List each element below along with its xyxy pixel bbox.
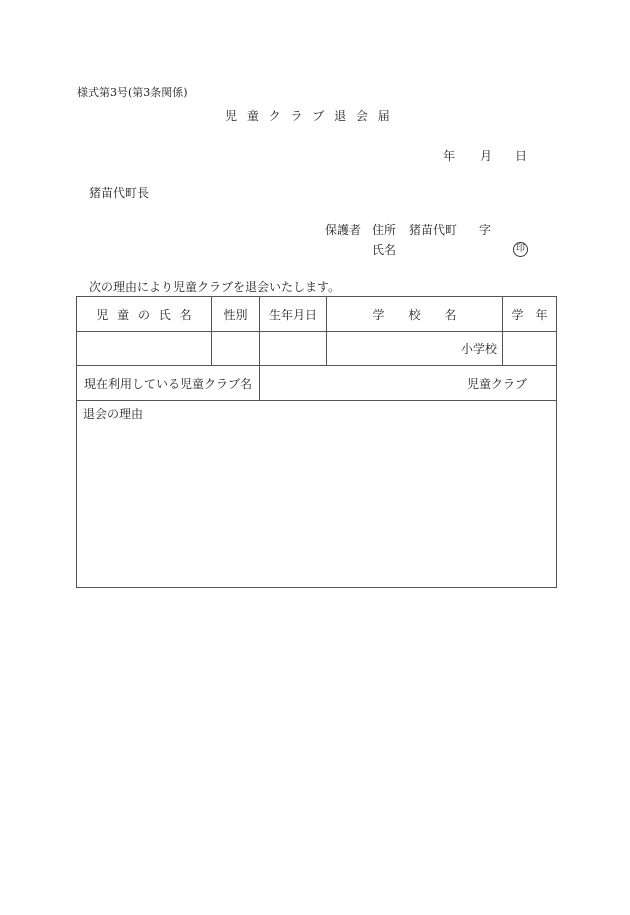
- child-name-field[interactable]: [77, 332, 211, 365]
- form-number: 様式第3号(第3条関係): [77, 86, 188, 99]
- grade-field[interactable]: [503, 332, 556, 365]
- header-school: 学 校 名: [372, 307, 457, 322]
- divider: [76, 400, 557, 401]
- gender-field[interactable]: [212, 332, 259, 365]
- header-child-name: 児 童 の 氏 名: [96, 307, 192, 322]
- birthdate-field[interactable]: [260, 332, 326, 365]
- header-grade: 学 年: [511, 307, 548, 322]
- reason-label: 退会の理由: [83, 407, 144, 421]
- club-suffix: 児童クラブ: [466, 376, 527, 391]
- document-title: 児 童 ク ラ ブ 退 会 届: [225, 109, 390, 123]
- address-label: 住所: [372, 223, 397, 237]
- school-field[interactable]: [327, 332, 497, 365]
- statement: 次の理由により児童クラブを退会いたします。: [89, 280, 341, 294]
- club-label: 現在利用している児童クラブ名: [84, 376, 253, 391]
- date-day: 日: [515, 149, 528, 163]
- seal-mark: 印: [513, 242, 528, 257]
- header-gender: 性別: [223, 307, 248, 322]
- school-suffix: 小学校: [460, 342, 497, 356]
- header-birthdate: 生年月日: [268, 307, 317, 322]
- address-town: 猪苗代町: [409, 223, 458, 237]
- date-year: 年: [443, 149, 456, 163]
- name-label: 氏名: [372, 243, 397, 257]
- reason-field[interactable]: [77, 425, 555, 585]
- date-month: 月: [480, 149, 493, 163]
- addressee: 猪苗代町長: [89, 186, 150, 200]
- address-aza: 字: [479, 223, 492, 237]
- guardian-label: 保護者: [325, 223, 362, 237]
- club-field[interactable]: [260, 366, 527, 400]
